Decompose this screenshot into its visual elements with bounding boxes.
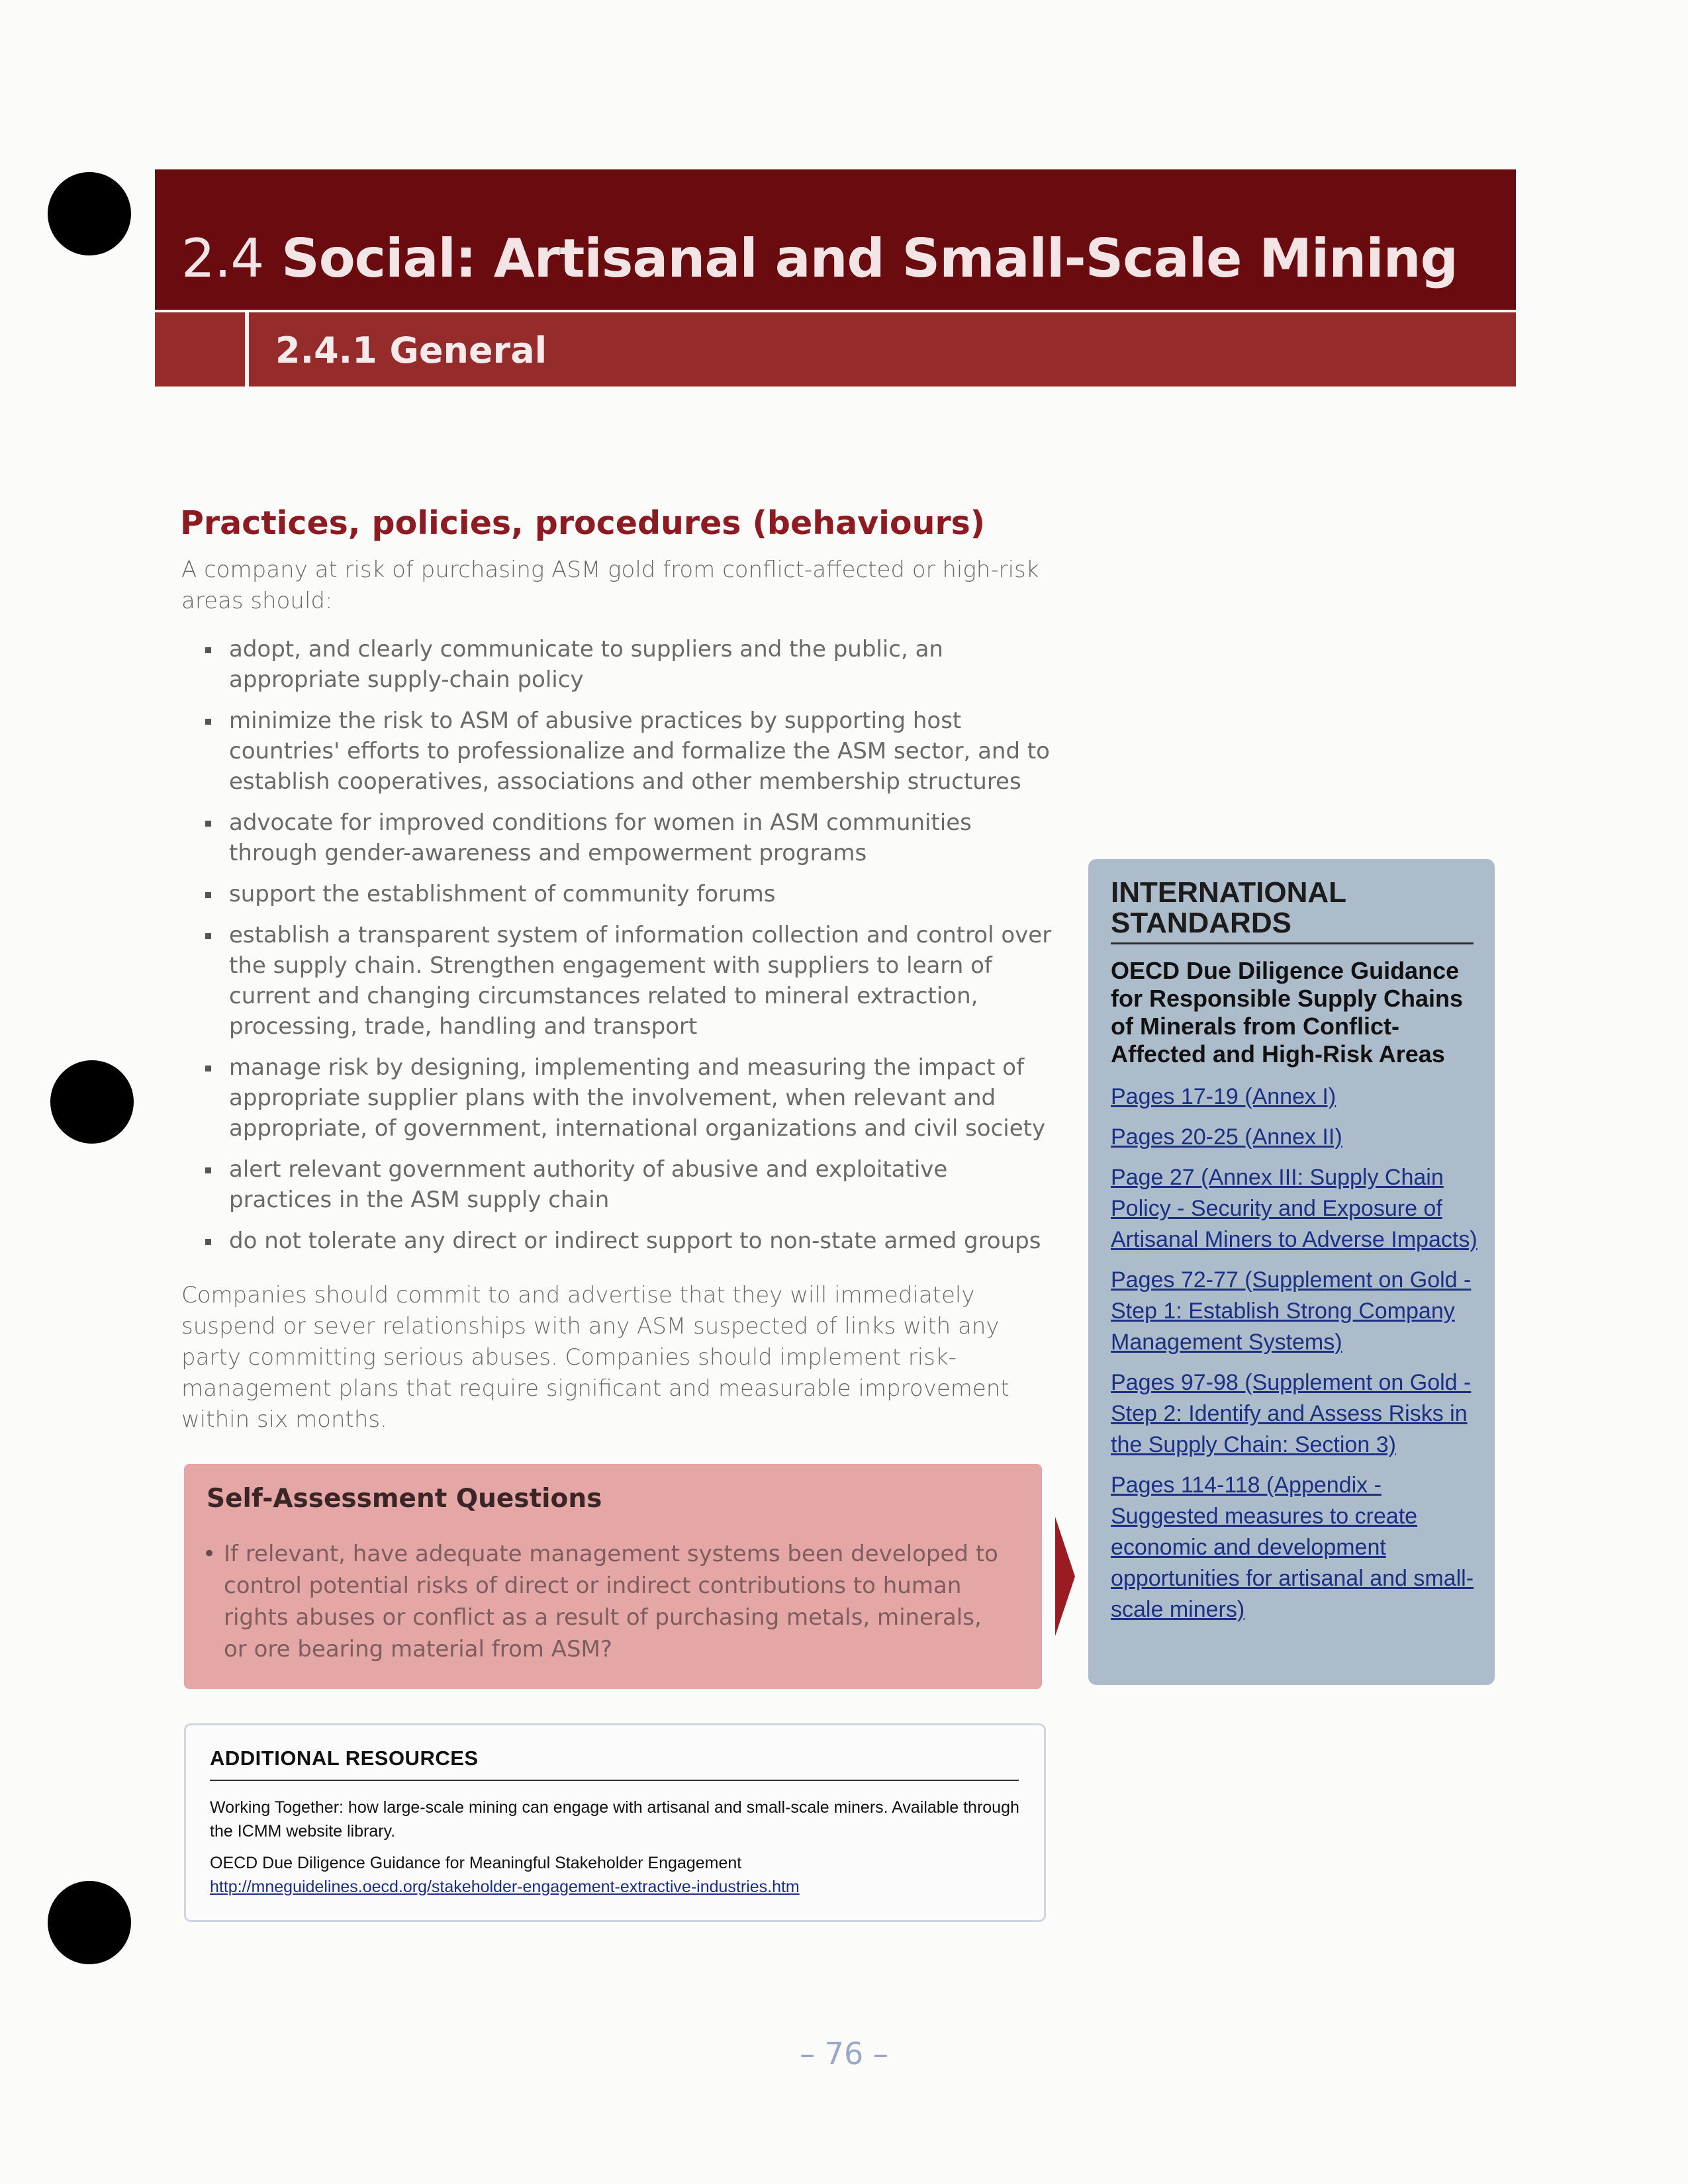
list-item [1111,1122,1481,1153]
self-assessment-question: • If relevant, have adequate management systems been developed to control potential risks of direct or indirect contributions to human rights abuses or conflict as a result of purchasing metals, minerals, or ore bearing material from ASM? [224,1538,1005,1665]
list-item [1111,1367,1481,1461]
list-item: establish a transparent system of information collection and control over the supply chain. Strengthen engagement with suppliers to learn of current and changing circumstances related to mineral extraction, processing, trade, handling and transport [203,920,1056,1042]
standards-link[interactable]: Pages 20-25 (Annex II) [1111,1124,1342,1150]
subsection-title: 2.4.1 General [275,330,547,371]
subsection-tab [155,312,249,387]
section-banner [155,169,1516,310]
standards-link[interactable]: Pages 17-19 (Annex I) [1111,1084,1336,1109]
list-item [1111,1081,1481,1113]
list-item: adopt, and clearly communicate to suppliers and the public, an appropriate supply-chain policy [203,634,1056,695]
list-item: manage risk by designing, implementing and measuring the impact of appropriate supplier plans with the involvement, when relevant and appropriate, of government, international organizations and civil society [203,1052,1056,1144]
list-item [1111,1162,1481,1255]
pointer-arrow-icon [1055,1517,1075,1636]
list-item: support the establishment of community forums [203,879,1056,909]
practices-list [203,634,1056,1267]
list-item: minimize the risk to ASM of abusive practices by supporting host countries' efforts to professionalize and formalize the ASM sector, and to establish cooperatives, associations and other membership structures [203,705,1056,797]
international-standards-title: INTERNATIONAL STANDARDS [1111,876,1346,939]
divider [210,1780,1019,1781]
binder-hole-middle [50,1060,134,1144]
list-item: alert relevant government authority of abusive and exploitative practices in the ASM supply chain [203,1154,1056,1215]
standards-link[interactable]: Page 27 (Annex III: Supply Chain Policy - Security and Exposure of Artisanal Miners to Adverse Impacts) [1111,1165,1477,1252]
intro-paragraph: A company at risk of purchasing ASM gold from conflict-affected or high-risk areas should: [181,557,1039,614]
list-item [1111,1470,1481,1625]
binder-hole-bottom [48,1881,131,1964]
page-number: – 76 – [800,2036,888,2071]
list-item: do not tolerate any direct or indirect support to non-state armed groups [203,1226,1056,1256]
resource-link[interactable]: http://mneguidelines.oecd.org/stakeholder-engagement-extractive-industries.htm [210,1878,800,1896]
divider [1111,942,1474,944]
resource-item: Working Together: how large-scale mining can engage with artisanal and small-scale miners. Available through the ICMM website library. [210,1798,1019,1841]
standards-link-list [1111,1081,1481,1635]
section-title-text: Social: Artisanal and Small-Scale Mining [281,228,1458,289]
section-title [181,228,1458,289]
resource-item [210,1851,1024,1899]
list-item: advocate for improved conditions for women in ASM communities through gender-awareness and empowerment programs [203,807,1056,868]
subsection-bar [155,312,1516,387]
closing-paragraph: Companies should commit to and advertise that they will immediately suspend or sever relationships with any ASM suspected of links with any party committing serious abuses. Companies should implement risk-management plans that require significant and measurable improvement within six months. [181,1282,1009,1433]
additional-resources-box [184,1723,1046,1922]
standards-link[interactable]: Pages 72-77 (Supplement on Gold - Step 1: Establish Strong Company Management Systems) [1111,1267,1472,1355]
self-assessment-title: Self-Assessment Questions [207,1484,602,1514]
practices-heading: Practices, policies, procedures (behaviours) [180,504,986,542]
list-item [1111,1265,1481,1358]
international-standards-subtitle: OECD Due Diligence Guidance for Responsible Supply Chains of Minerals from Conflict-Affected and High-Risk Areas [1111,957,1464,1068]
binder-hole-top [48,172,131,255]
section-number: 2.4 [181,228,264,289]
resource-item-text: OECD Due Diligence Guidance for Meaningful Stakeholder Engagement [210,1854,742,1872]
additional-resources-title: ADDITIONAL RESOURCES [210,1747,479,1770]
self-assessment-box [184,1464,1042,1689]
standards-link[interactable]: Pages 97-98 (Supplement on Gold - Step 2: Identify and Assess Risks in the Supply Chain: Section 3) [1111,1370,1472,1457]
standards-link[interactable]: Pages 114-118 (Appendix - Suggested measures to create economic and development opportunities for artisanal and small-scale miners) [1111,1473,1474,1622]
international-standards-box [1088,859,1495,1685]
